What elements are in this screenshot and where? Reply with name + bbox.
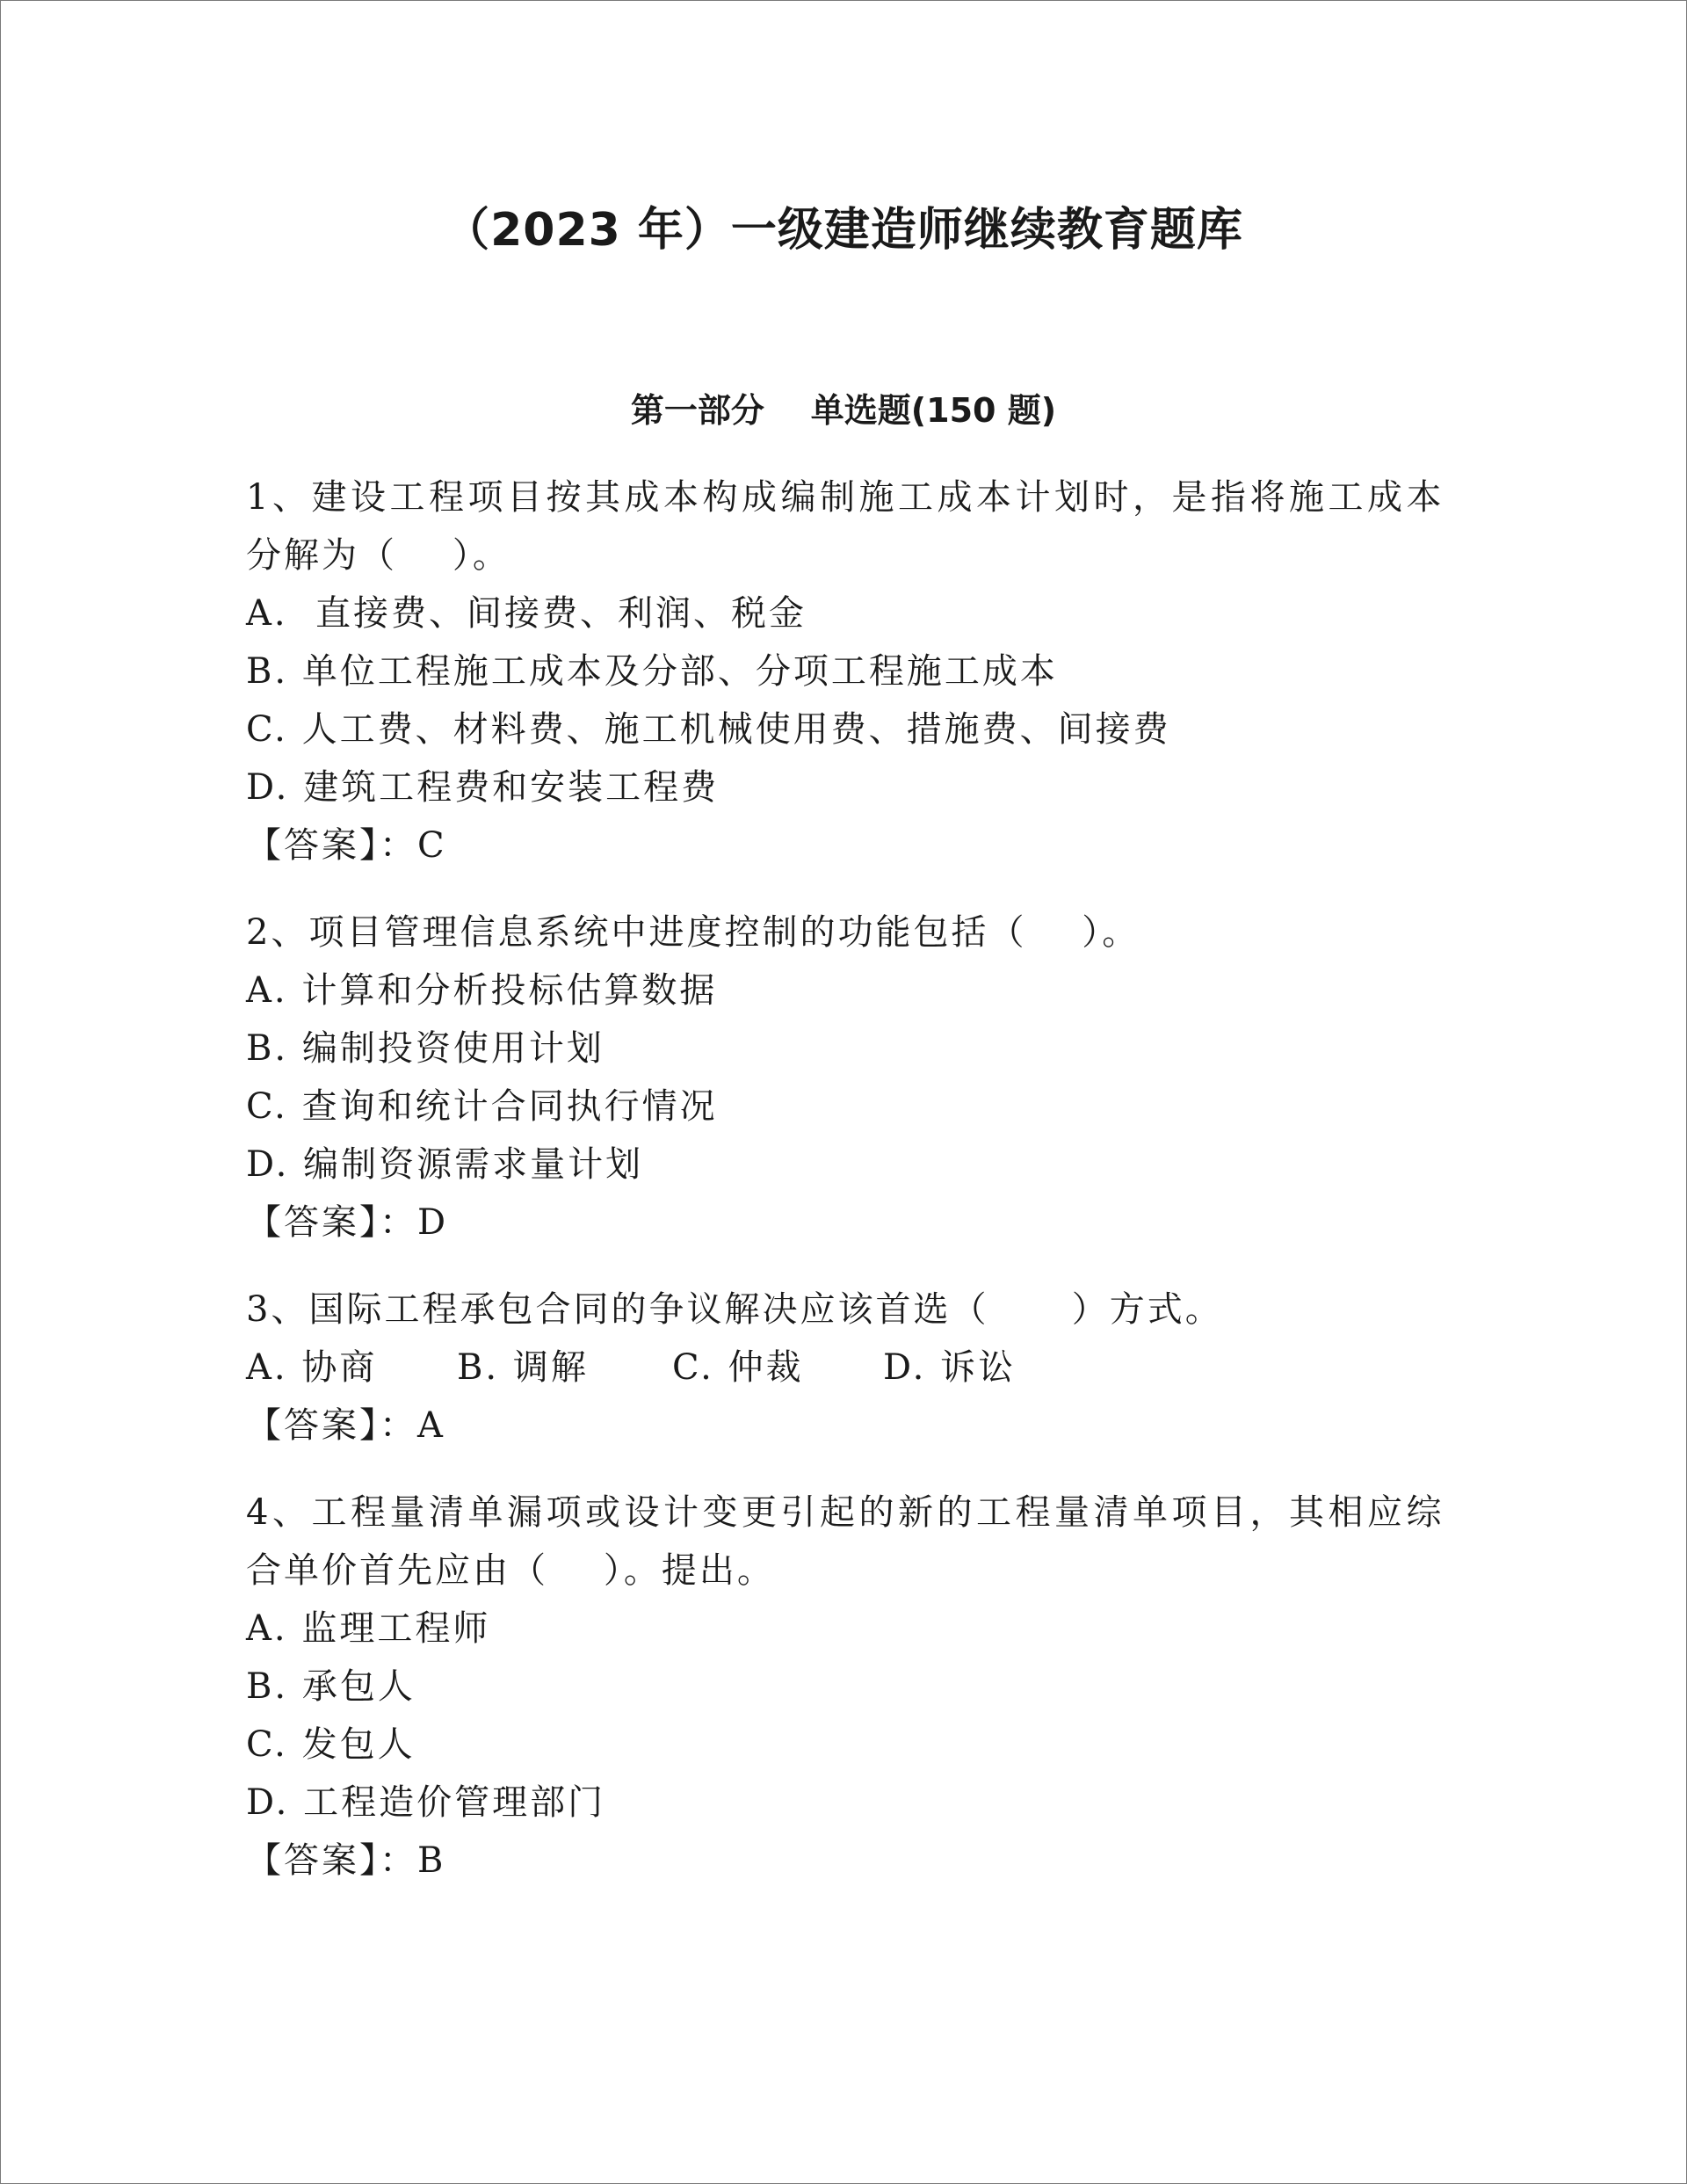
question-stem-continued: 分解为（ ）。 [246, 535, 510, 576]
option-a: A. 直接费、间接费、利润、税金 [246, 593, 807, 634]
option-d: D. 诉讼 [883, 1347, 1017, 1388]
question-stem: 1、建设工程项目按其成本构成编制施工成本计划时，是指将施工成本 [246, 477, 1445, 518]
question-1 [246, 468, 1445, 874]
answer-line: 【答案】：A [246, 1405, 445, 1446]
answer-line: 【答案】：B [246, 1840, 446, 1881]
option-d: D. 编制资源需求量计划 [246, 1144, 644, 1185]
option-b: B. 单位工程施工成本及分部、分项工程施工成本 [246, 651, 1058, 692]
section-heading: 第一部分 单选题(150 题) [630, 391, 1057, 430]
document-title: （2023 年）一级建造师继续教育题库 [444, 204, 1243, 257]
option-b: B. 承包人 [246, 1666, 416, 1707]
option-d: D. 工程造价管理部门 [246, 1782, 606, 1823]
question-stem-continued: 合单价首先应由（ ）。提出。 [246, 1550, 775, 1591]
option-a: A. 监理工程师 [246, 1608, 491, 1649]
option-b: B. 编制投资使用计划 [246, 1028, 605, 1069]
option-b: B. 调解 [457, 1347, 589, 1388]
option-c: C. 查询和统计合同执行情况 [246, 1086, 718, 1127]
question-list [246, 468, 1445, 1919]
question-stem: 3、国际工程承包合同的争议解决应该首选（ ）方式。 [246, 1289, 1223, 1330]
question-4 [246, 1484, 1445, 1890]
option-d: D. 建筑工程费和安装工程费 [246, 767, 720, 808]
answer-line: 【答案】：C [246, 825, 447, 866]
option-c: C. 仲裁 [672, 1347, 804, 1388]
option-c: C. 人工费、材料费、施工机械使用费、措施费、间接费 [246, 709, 1171, 750]
answer-line: 【答案】：D [246, 1202, 449, 1243]
question-stem: 4、工程量清单漏项或设计变更引起的新的工程量清单项目，其相应综 [246, 1492, 1445, 1533]
question-3 [246, 1281, 1441, 1455]
option-a: A. 协商 [246, 1347, 378, 1388]
inline-options-row [246, 1339, 1441, 1397]
question-stem: 2、项目管理信息系统中进度控制的功能包括（ ）。 [246, 912, 1140, 953]
question-2 [246, 903, 1441, 1252]
option-a: A. 计算和分析投标估算数据 [246, 970, 718, 1011]
option-c: C. 发包人 [246, 1724, 416, 1765]
